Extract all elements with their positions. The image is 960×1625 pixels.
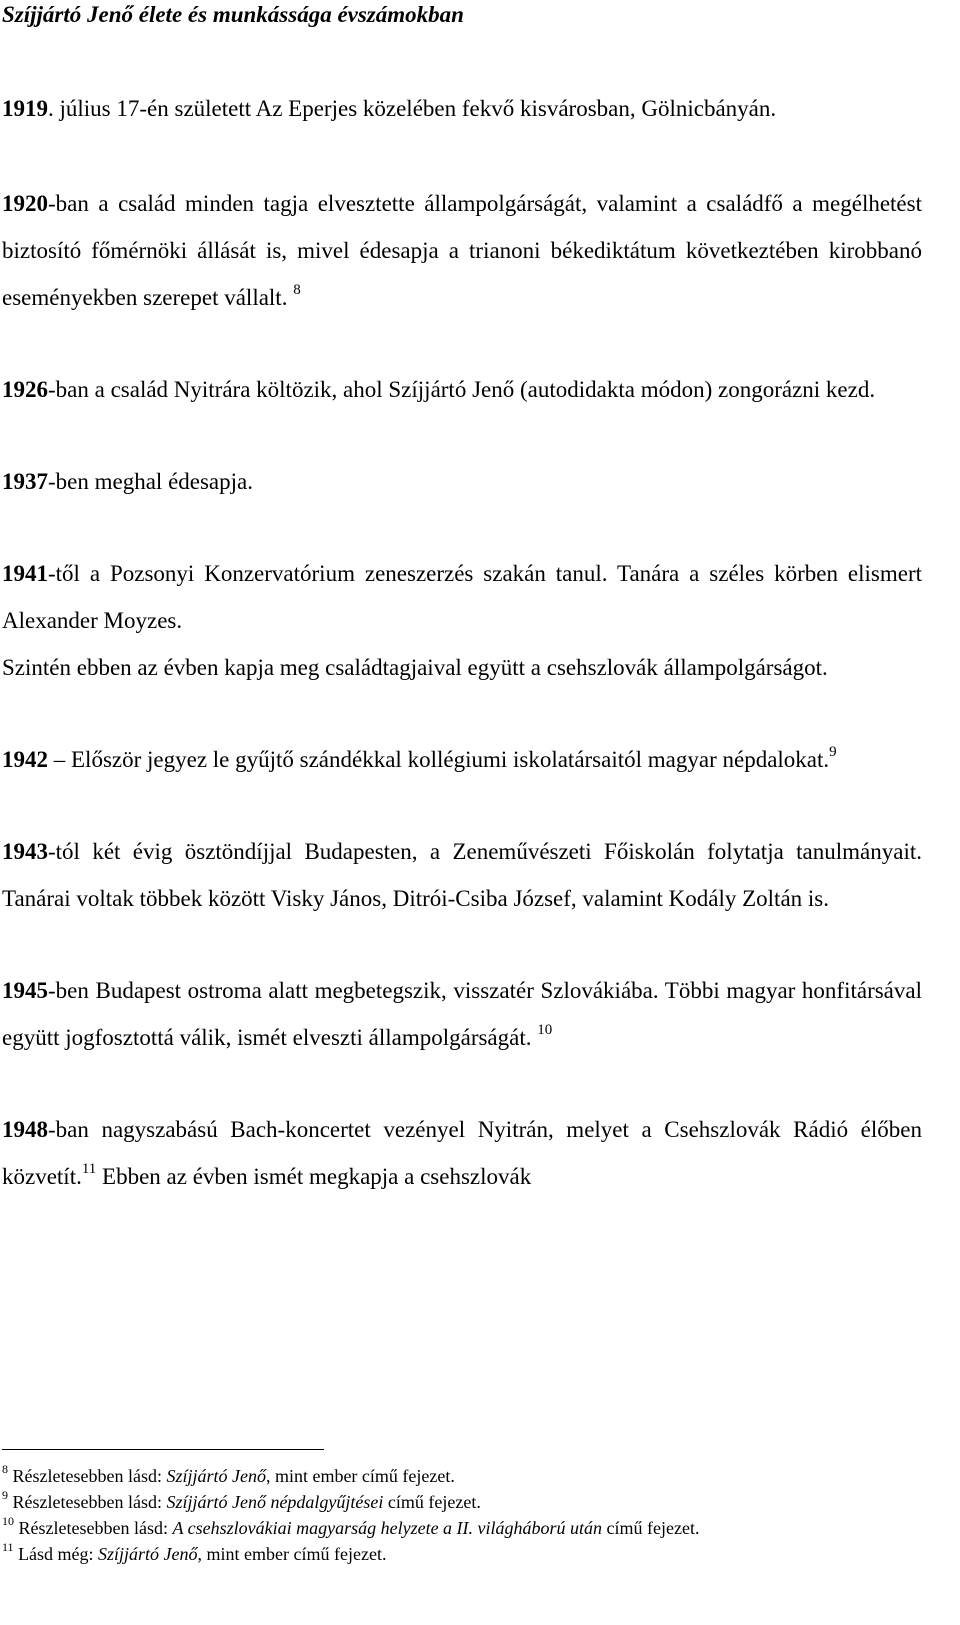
entry-text-continued: Ebben az évben ismét megkapja a csehszlovák bbox=[96, 1164, 532, 1189]
entry-text: -tól két évig ösztöndíjjal Budapesten, a Zeneművészeti Főiskolán folytatja tanulmányait. Tanárai voltak többek között Visky János, Ditrói-Csiba József, valamint Kodály Zoltán is. bbox=[2, 839, 922, 911]
entry-year: 1937 bbox=[2, 469, 48, 494]
footnotes bbox=[2, 1463, 922, 1567]
entry-year: 1945 bbox=[2, 978, 48, 1003]
footnote-suffix: című fejezet. bbox=[602, 1518, 700, 1538]
footnote-10 bbox=[2, 1515, 922, 1541]
footnote-prefix: Részletesebben lásd: bbox=[18, 1518, 173, 1538]
entry-text: Szintén ebben az évben kapja meg családtagjaival együtt a csehszlovák állampolgárságot. bbox=[2, 655, 828, 680]
footnote-9 bbox=[2, 1489, 922, 1515]
entry-year: 1919 bbox=[2, 96, 48, 121]
timeline-entry-1919 bbox=[2, 85, 922, 132]
footnote-ref-10[interactable]: 10 bbox=[537, 1022, 553, 1039]
footnote-number: 9 bbox=[2, 1488, 8, 1502]
footnote-reference: Szíjjártó Jenő bbox=[166, 1466, 266, 1486]
footnote-ref-9[interactable]: 9 bbox=[829, 744, 837, 761]
footnote-ref-8[interactable]: 8 bbox=[293, 282, 301, 299]
entry-text: . július 17-én született Az Eperjes közelében fekvő kisvárosban, Gölnicbányán. bbox=[48, 96, 777, 121]
footnote-suffix: című fejezet. bbox=[383, 1492, 481, 1512]
entry-year: 1920 bbox=[2, 191, 48, 216]
footnote-separator bbox=[2, 1449, 324, 1450]
footnote-suffix: , mint ember című fejezet. bbox=[197, 1544, 387, 1564]
timeline-entry-1926 bbox=[2, 366, 922, 413]
footnote-number: 10 bbox=[2, 1514, 14, 1528]
entry-text: -től a Pozsonyi Konzervatórium zeneszerzés szakán tanul. Tanára a széles körben elismert Alexander Moyzes. bbox=[2, 561, 922, 633]
entry-year: 1948 bbox=[2, 1117, 48, 1142]
footnote-reference: Szíjjártó Jenő népdalgyűjtései bbox=[166, 1492, 384, 1512]
footnote-prefix: Részletesebben lásd: bbox=[12, 1466, 167, 1486]
footnote-number: 11 bbox=[2, 1540, 14, 1554]
entry-year: 1942 bbox=[2, 747, 48, 772]
footnote-number: 8 bbox=[2, 1462, 8, 1476]
entry-year: 1941 bbox=[2, 561, 48, 586]
timeline-entry-1945 bbox=[2, 967, 922, 1061]
page-title: Szíjjártó Jenő élete és munkássága évszámokban bbox=[2, 2, 464, 27]
entry-text: -ban nagyszabású Bach-koncertet vezényel Nyitrán, melyet a Csehszlovák Rádió élőben közvetít. bbox=[2, 1117, 922, 1189]
footnote-reference: A csehszlovákiai magyarság helyzete a II. világháború után bbox=[172, 1518, 603, 1538]
entry-text: -ben Budapest ostroma alatt megbetegszik, visszatér Szlovákiába. Többi magyar honfitársával együtt jogfosztottá válik, ismét elveszti állampolgárságát. bbox=[2, 978, 922, 1050]
footnote-ref-11[interactable]: 11 bbox=[81, 1161, 97, 1178]
entry-text: -ben meghal édesapja. bbox=[48, 469, 253, 494]
timeline-entry-1941-continued bbox=[2, 644, 922, 691]
footnote-suffix: , mint ember című fejezet. bbox=[265, 1466, 455, 1486]
timeline-entry-1948 bbox=[2, 1106, 922, 1200]
footnote-prefix: Lásd még: bbox=[18, 1544, 99, 1564]
timeline-entry-1941 bbox=[2, 550, 922, 644]
timeline-entry-1937 bbox=[2, 458, 922, 505]
footnote-11 bbox=[2, 1541, 922, 1567]
timeline-entry-1920 bbox=[2, 180, 922, 321]
footnote-8 bbox=[2, 1463, 922, 1489]
entry-text: -ban a család minden tagja elvesztette állampolgárságát, valamint a családfő a megélhetést biztosító főmérnöki állását is, mivel édesapja a trianoni békediktátum következtében kirobbanó eseményekben szerepet vállalt. bbox=[2, 191, 922, 310]
entry-year: 1943 bbox=[2, 839, 48, 864]
footnote-reference: Szíjjártó Jenő bbox=[98, 1544, 198, 1564]
entry-year: 1926 bbox=[2, 377, 48, 402]
timeline-entry-1943 bbox=[2, 828, 922, 922]
entry-text: -ban a család Nyitrára költözik, ahol Szíjjártó Jenő (autodidakta módon) zongorázni kezd. bbox=[48, 377, 876, 402]
timeline-entry-1942 bbox=[2, 736, 922, 783]
entry-text: – Először jegyez le gyűjtő szándékkal kollégiumi iskolatársaitól magyar népdalokat. bbox=[48, 747, 830, 772]
footnote-prefix: Részletesebben lásd: bbox=[12, 1492, 167, 1512]
